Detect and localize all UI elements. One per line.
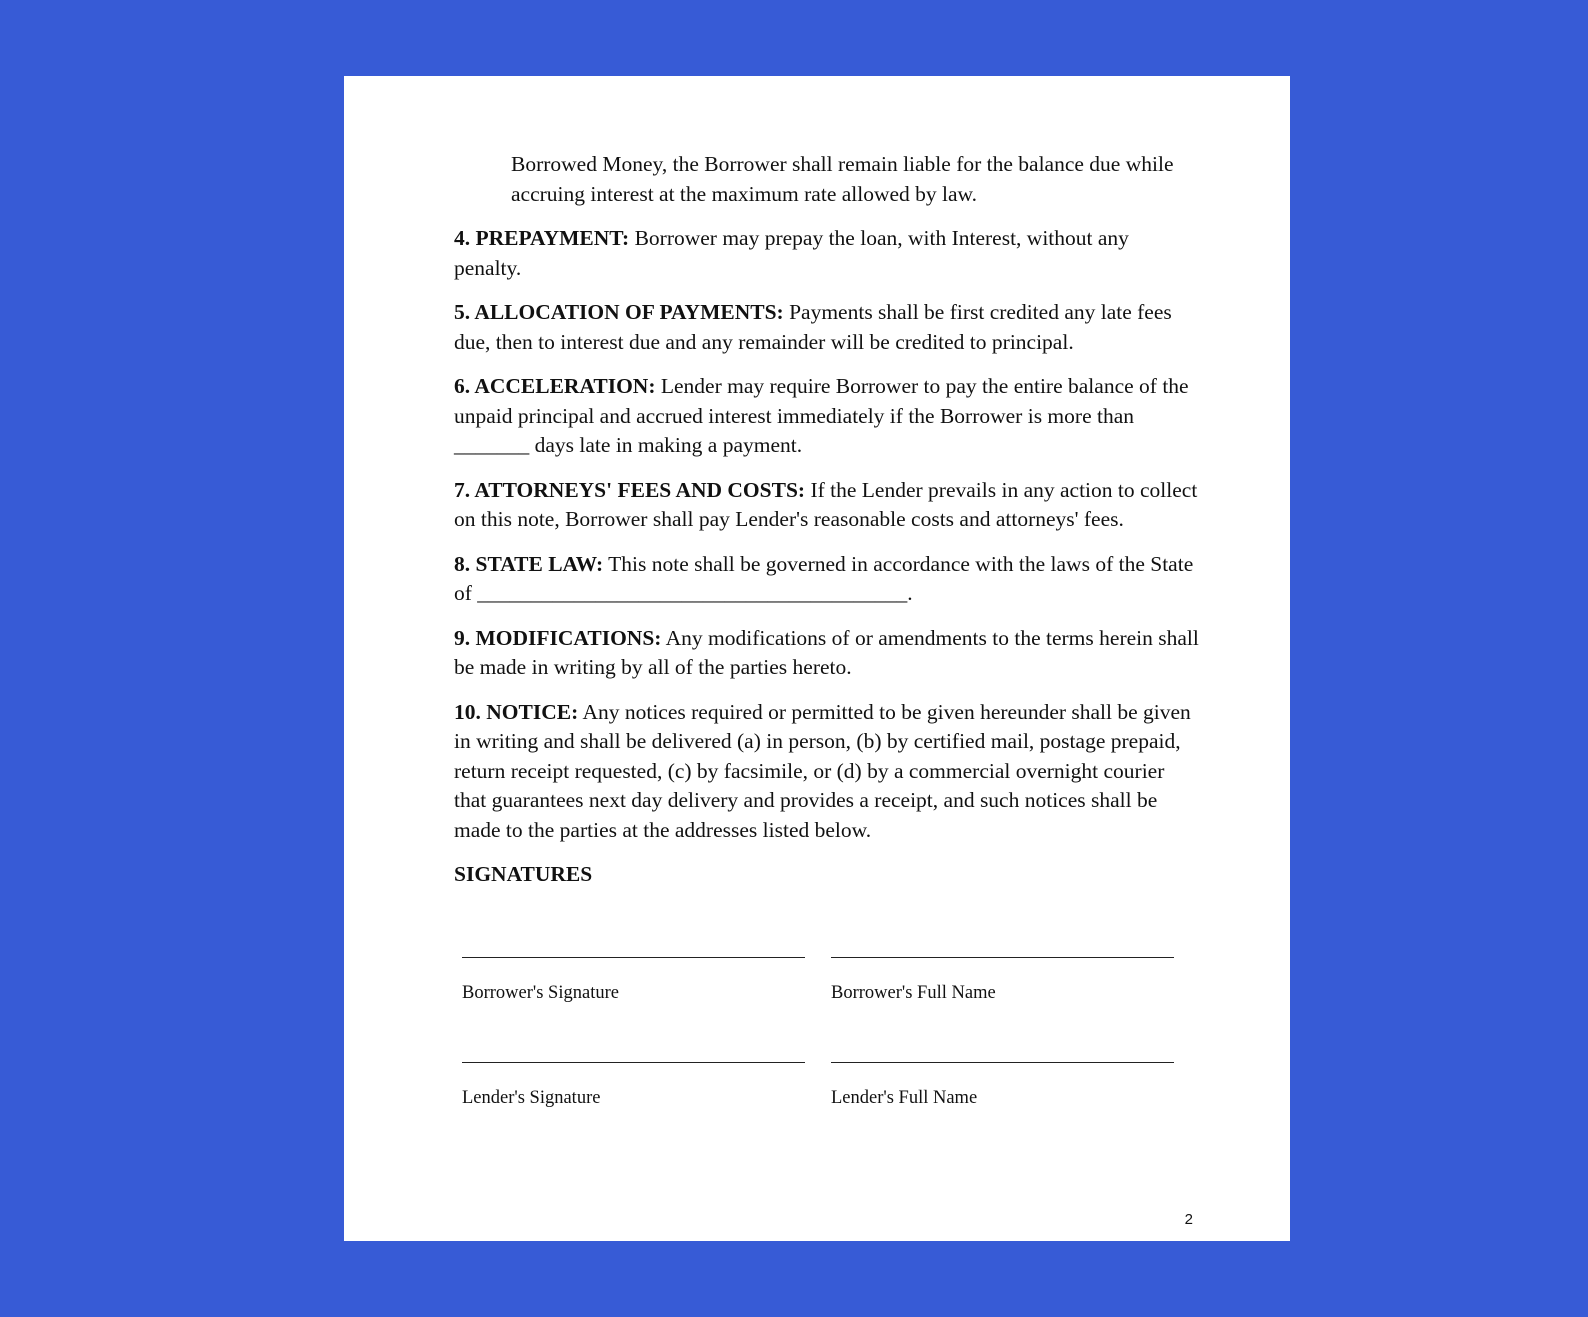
continuation-paragraph: Borrowed Money, the Borrower shall remain liable for the balance due while accruing interest at the maximum rate allowed by law. <box>511 152 1174 206</box>
section-heading: 10. NOTICE: <box>454 699 579 724</box>
lender-signature-line <box>462 1062 805 1063</box>
section-heading: 7. ATTORNEYS' FEES AND COSTS: <box>454 477 806 502</box>
document-page <box>344 76 1290 1241</box>
lender-signature-label: Lender's Signature <box>462 1088 601 1108</box>
signatures-heading: SIGNATURES <box>454 862 593 886</box>
document-body <box>454 150 1199 890</box>
section-heading: 6. ACCELERATION: <box>454 374 656 398</box>
section-heading: 8. STATE LAW: <box>454 551 604 576</box>
section-text: Lender may require Borrower to pay the entire balance of the unpaid principal and accrued interest immediately if the Borrower is more than _______ days late in making a payment. <box>454 374 1189 457</box>
section-acceleration <box>454 372 1199 461</box>
page-number: 2 <box>1184 1211 1193 1228</box>
section-notice <box>454 698 1199 846</box>
section-modifications <box>454 624 1199 683</box>
section-state-law <box>454 550 1199 609</box>
lender-name-label: Lender's Full Name <box>831 1088 978 1108</box>
section-allocation-of-payments <box>454 298 1199 357</box>
section-text: If the Lender prevails in any action to collect on this note, Borrower shall pay Lender's reasonable costs and attorneys' fees. <box>454 477 1198 531</box>
borrower-name-line <box>831 957 1174 958</box>
borrower-name-label: Borrower's Full Name <box>831 983 996 1003</box>
section-heading: 5. ALLOCATION OF PAYMENTS: <box>454 300 784 324</box>
section-heading: 9. MODIFICATIONS: <box>454 625 662 650</box>
section-prepayment <box>454 224 1199 283</box>
section-heading: 4. PREPAYMENT: <box>454 226 630 250</box>
section-text: Any modifications of or amendments to the terms herein shall be made in writing by all of the parties hereto. <box>454 625 1199 679</box>
section-attorneys-fees <box>454 476 1199 535</box>
section-text: Payments shall be first credited any late fees due, then to interest due and any remainder will be credited to principal. <box>454 300 1172 354</box>
section-text: This note shall be governed in accordance with the laws of the State of ________________________________________. <box>454 551 1194 605</box>
section-text: Borrower may prepay the loan, with Interest, without any penalty. <box>454 226 1129 280</box>
borrower-signature-label: Borrower's Signature <box>462 983 619 1003</box>
borrower-signature-row <box>462 957 1192 1017</box>
section-text: Any notices required or permitted to be given hereunder shall be given in writing and shall be delivered (a) in person, (b) by certified mail, postage prepaid, return receipt requested, (c) by facsimile, or (d) by a commercial overnight courier that guarantees next day delivery and provides a receipt, and such notices shall be made to the parties at the addresses listed below. <box>454 699 1191 842</box>
lender-name-line <box>831 1062 1174 1063</box>
borrower-signature-line <box>462 957 805 958</box>
lender-signature-row <box>462 1062 1192 1122</box>
